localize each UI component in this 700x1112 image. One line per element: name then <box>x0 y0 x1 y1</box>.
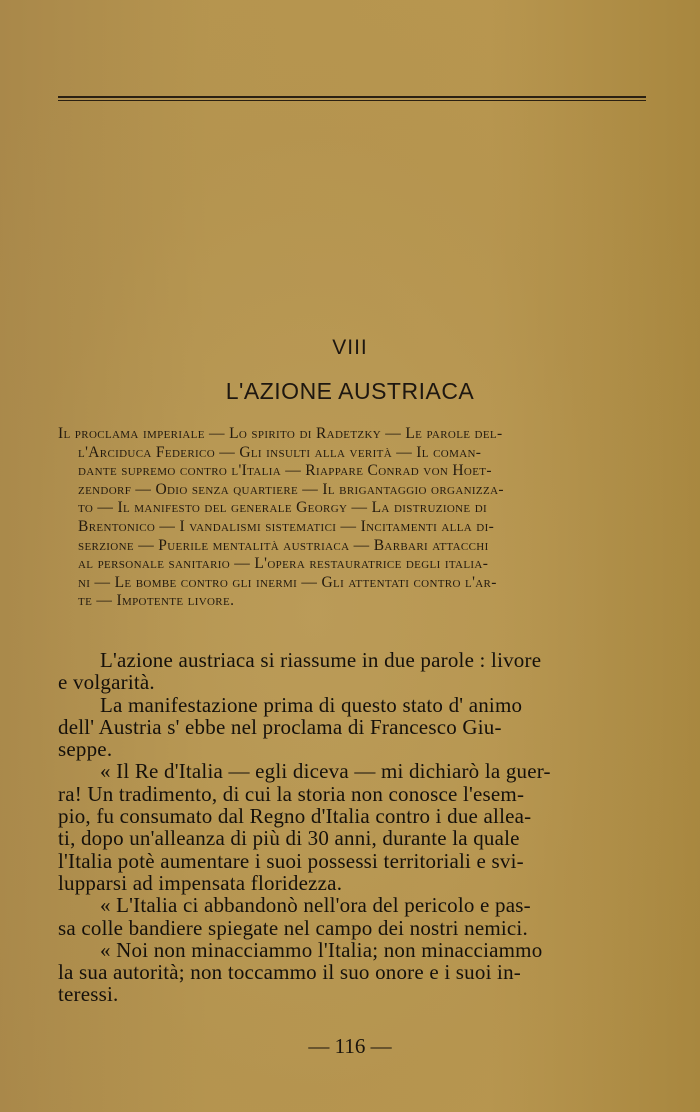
body-line: ra! Un tradimento, di cui la storia non conosce l'esem- <box>58 781 525 806</box>
body-line: lupparsi ad impensata floridezza. <box>58 870 343 895</box>
summary-line: Il proclama imperiale — Lo spirito di Radetzky — Le parole del- <box>58 425 503 442</box>
summary-line: l'Arciduca Federico — Gli insulti alla verità — Il coman- <box>78 443 482 461</box>
chapter-number: VIII <box>332 336 368 359</box>
body-line: dell' Austria s' ebbe nel proclama di Francesco Giu- <box>58 714 502 739</box>
body-line: l'Italia potè aumentare i suoi possessi territoriali e svi- <box>58 848 524 873</box>
header-rule <box>58 96 646 102</box>
chapter-title: L'AZIONE AUSTRIACA <box>225 378 475 404</box>
header-rule-thick <box>58 96 646 98</box>
summary-line: to — Il manifesto del generale Georgy — La distruzione di <box>78 499 488 517</box>
summary-line: te — Impotente livore. <box>78 592 235 610</box>
page-number: — 116 — <box>308 1034 392 1058</box>
body-line: L'azione austriaca si riassume in due parole : livore <box>100 648 542 672</box>
body-line: « Noi non minacciammo l'Italia; non minacciammo <box>100 937 543 962</box>
body-line: pio, fu consumato dal Regno d'Italia contro i due allea- <box>58 804 532 829</box>
header-rule-thin <box>58 100 646 101</box>
body-text <box>58 649 646 1006</box>
body-line: seppe. <box>58 737 113 762</box>
chapter-summary <box>58 425 646 611</box>
summary-line: Brentonico — I vandalismi sistematici — Incitamenti alla di- <box>78 517 495 535</box>
body-line: « Il Re d'Italia — egli diceva — mi dichiarò la guer- <box>100 759 551 784</box>
body-line: la sua autorità; non toccammo il suo onore e i suoi in- <box>58 960 521 985</box>
body-line: « L'Italia ci abbandonò nell'ora del pericolo e pas- <box>100 893 531 918</box>
summary-line: dante supremo contro l'Italia — Riappare Conrad von Hoet- <box>78 462 492 480</box>
body-line: teressi. <box>58 982 119 1007</box>
summary-line: serzione — Puerile mentalità austriaca — Barbari attacchi <box>78 536 489 554</box>
summary-line: zendorf — Odio senza quartiere — Il brigantaggio organizza- <box>78 480 504 498</box>
body-line: ti, dopo un'alleanza di più di 30 anni, durante la quale <box>58 826 520 851</box>
body-line: La manifestazione prima di questo stato d' animo <box>100 692 523 717</box>
body-line: e volgarità. <box>58 670 155 695</box>
body-line: sa colle bandiere spiegate nel campo dei nostri nemici. <box>58 915 528 940</box>
summary-line: al personale sanitario — L'opera restauratrice degli italia- <box>78 555 489 573</box>
summary-line: ni — Le bombe contro gli inermi — Gli attentati contro l'ar- <box>78 573 497 591</box>
